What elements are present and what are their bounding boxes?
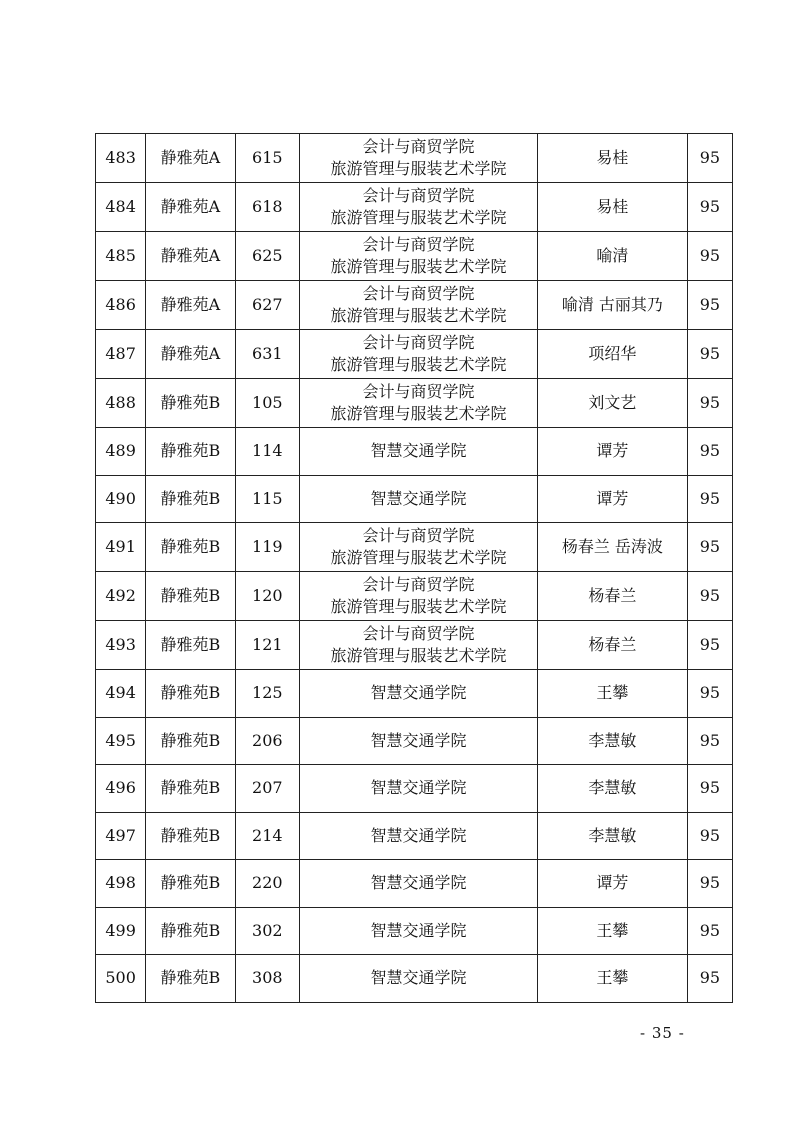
table-row	[96, 860, 733, 908]
college-name: 旅游管理与服装艺术学院	[330, 548, 507, 567]
college-name: 智慧交通学院	[370, 488, 467, 508]
cell-building: 静雅苑B	[146, 475, 235, 523]
cell-room: 308	[235, 955, 299, 1003]
cell-score: 95	[687, 670, 732, 718]
cell-college	[299, 621, 537, 670]
cell-building: 静雅苑B	[146, 379, 235, 428]
cell-score: 95	[687, 907, 732, 955]
cell-person: 易桂	[538, 183, 688, 232]
table-row	[96, 765, 733, 813]
cell-building: 静雅苑B	[146, 523, 235, 572]
cell-college	[299, 907, 537, 955]
college-name: 旅游管理与服装艺术学院	[330, 257, 507, 276]
table-row	[96, 232, 733, 281]
page-number: - 35 -	[640, 1024, 685, 1042]
cell-score: 95	[687, 860, 732, 908]
cell-building: 静雅苑A	[146, 183, 235, 232]
cell-number: 497	[96, 812, 146, 860]
cell-score: 95	[687, 134, 732, 183]
cell-number: 485	[96, 232, 146, 281]
table-row	[96, 428, 733, 476]
college-name: 会计与商贸学院	[362, 284, 475, 303]
table-row	[96, 379, 733, 428]
table-row	[96, 475, 733, 523]
cell-building: 静雅苑B	[146, 860, 235, 908]
cell-room: 121	[235, 621, 299, 670]
cell-person: 谭芳	[538, 428, 688, 476]
cell-college	[299, 523, 537, 572]
cell-college	[299, 183, 537, 232]
table-row	[96, 330, 733, 379]
table-row	[96, 670, 733, 718]
cell-person: 杨春兰	[538, 572, 688, 621]
cell-number: 495	[96, 717, 146, 765]
cell-person: 项绍华	[538, 330, 688, 379]
cell-score: 95	[687, 475, 732, 523]
cell-person: 刘文艺	[538, 379, 688, 428]
cell-score: 95	[687, 717, 732, 765]
college-name: 旅游管理与服装艺术学院	[330, 208, 507, 227]
college-name: 旅游管理与服装艺术学院	[330, 597, 507, 616]
cell-college	[299, 330, 537, 379]
cell-building: 静雅苑A	[146, 232, 235, 281]
cell-person: 李慧敏	[538, 717, 688, 765]
college-name: 智慧交通学院	[370, 441, 467, 461]
cell-person: 谭芳	[538, 860, 688, 908]
table-body	[96, 134, 733, 1003]
cell-person: 王攀	[538, 955, 688, 1003]
cell-college	[299, 670, 537, 718]
dormitory-score-table	[95, 133, 733, 1003]
cell-room: 615	[235, 134, 299, 183]
cell-college	[299, 475, 537, 523]
cell-college	[299, 717, 537, 765]
college-name: 智慧交通学院	[370, 825, 467, 845]
cell-number: 493	[96, 621, 146, 670]
cell-score: 95	[687, 379, 732, 428]
cell-college	[299, 860, 537, 908]
cell-college	[299, 428, 537, 476]
college-name: 会计与商贸学院	[362, 186, 475, 205]
cell-building: 静雅苑A	[146, 281, 235, 330]
cell-person: 谭芳	[538, 475, 688, 523]
college-name: 智慧交通学院	[370, 873, 467, 893]
college-name: 智慧交通学院	[370, 683, 467, 703]
cell-room: 618	[235, 183, 299, 232]
cell-college	[299, 232, 537, 281]
cell-person: 王攀	[538, 670, 688, 718]
cell-score: 95	[687, 955, 732, 1003]
college-name: 会计与商贸学院	[362, 382, 475, 401]
cell-college	[299, 379, 537, 428]
cell-score: 95	[687, 572, 732, 621]
college-name: 会计与商贸学院	[362, 137, 475, 156]
table-row	[96, 907, 733, 955]
cell-building: 静雅苑B	[146, 621, 235, 670]
table-row	[96, 523, 733, 572]
cell-score: 95	[687, 281, 732, 330]
cell-room: 214	[235, 812, 299, 860]
cell-room: 105	[235, 379, 299, 428]
cell-building: 静雅苑B	[146, 812, 235, 860]
college-name: 会计与商贸学院	[362, 624, 475, 643]
cell-building: 静雅苑B	[146, 955, 235, 1003]
college-name: 智慧交通学院	[370, 968, 467, 988]
cell-room: 625	[235, 232, 299, 281]
cell-college	[299, 812, 537, 860]
cell-room: 206	[235, 717, 299, 765]
cell-person: 王攀	[538, 907, 688, 955]
cell-building: 静雅苑B	[146, 572, 235, 621]
cell-number: 484	[96, 183, 146, 232]
cell-college	[299, 572, 537, 621]
cell-score: 95	[687, 812, 732, 860]
cell-college	[299, 765, 537, 813]
cell-room: 115	[235, 475, 299, 523]
cell-number: 500	[96, 955, 146, 1003]
table-row	[96, 621, 733, 670]
college-name: 旅游管理与服装艺术学院	[330, 646, 507, 665]
cell-room: 220	[235, 860, 299, 908]
cell-building: 静雅苑A	[146, 134, 235, 183]
college-name: 会计与商贸学院	[362, 526, 475, 545]
cell-person: 喻清	[538, 232, 688, 281]
table-row	[96, 134, 733, 183]
college-name: 会计与商贸学院	[362, 575, 475, 594]
cell-college	[299, 955, 537, 1003]
cell-score: 95	[687, 183, 732, 232]
cell-number: 486	[96, 281, 146, 330]
cell-score: 95	[687, 523, 732, 572]
cell-number: 491	[96, 523, 146, 572]
cell-person: 喻清 古丽其乃	[538, 281, 688, 330]
cell-score: 95	[687, 765, 732, 813]
cell-room: 627	[235, 281, 299, 330]
cell-building: 静雅苑B	[146, 907, 235, 955]
table-row	[96, 572, 733, 621]
cell-number: 487	[96, 330, 146, 379]
cell-person: 易桂	[538, 134, 688, 183]
cell-number: 496	[96, 765, 146, 813]
college-name: 智慧交通学院	[370, 730, 467, 750]
college-name: 旅游管理与服装艺术学院	[330, 159, 507, 178]
cell-room: 119	[235, 523, 299, 572]
cell-building: 静雅苑B	[146, 765, 235, 813]
cell-room: 125	[235, 670, 299, 718]
cell-building: 静雅苑B	[146, 717, 235, 765]
table-row	[96, 812, 733, 860]
cell-room: 302	[235, 907, 299, 955]
cell-room: 207	[235, 765, 299, 813]
cell-person: 李慧敏	[538, 812, 688, 860]
cell-score: 95	[687, 428, 732, 476]
cell-number: 489	[96, 428, 146, 476]
college-name: 会计与商贸学院	[362, 333, 475, 352]
cell-number: 499	[96, 907, 146, 955]
cell-room: 114	[235, 428, 299, 476]
cell-number: 498	[96, 860, 146, 908]
cell-number: 483	[96, 134, 146, 183]
table-row	[96, 955, 733, 1003]
college-name: 旅游管理与服装艺术学院	[330, 404, 507, 423]
cell-person: 杨春兰	[538, 621, 688, 670]
cell-score: 95	[687, 330, 732, 379]
table-row	[96, 183, 733, 232]
cell-number: 490	[96, 475, 146, 523]
cell-number: 494	[96, 670, 146, 718]
table-row	[96, 281, 733, 330]
cell-score: 95	[687, 621, 732, 670]
college-name: 智慧交通学院	[370, 920, 467, 940]
cell-person: 杨春兰 岳涛波	[538, 523, 688, 572]
cell-college	[299, 134, 537, 183]
college-name: 旅游管理与服装艺术学院	[330, 355, 507, 374]
table-row	[96, 717, 733, 765]
college-name: 旅游管理与服装艺术学院	[330, 306, 507, 325]
cell-college	[299, 281, 537, 330]
cell-room: 631	[235, 330, 299, 379]
cell-building: 静雅苑A	[146, 330, 235, 379]
cell-building: 静雅苑B	[146, 670, 235, 718]
cell-person: 李慧敏	[538, 765, 688, 813]
cell-building: 静雅苑B	[146, 428, 235, 476]
college-name: 会计与商贸学院	[362, 235, 475, 254]
cell-number: 492	[96, 572, 146, 621]
cell-score: 95	[687, 232, 732, 281]
college-name: 智慧交通学院	[370, 778, 467, 798]
cell-number: 488	[96, 379, 146, 428]
cell-room: 120	[235, 572, 299, 621]
